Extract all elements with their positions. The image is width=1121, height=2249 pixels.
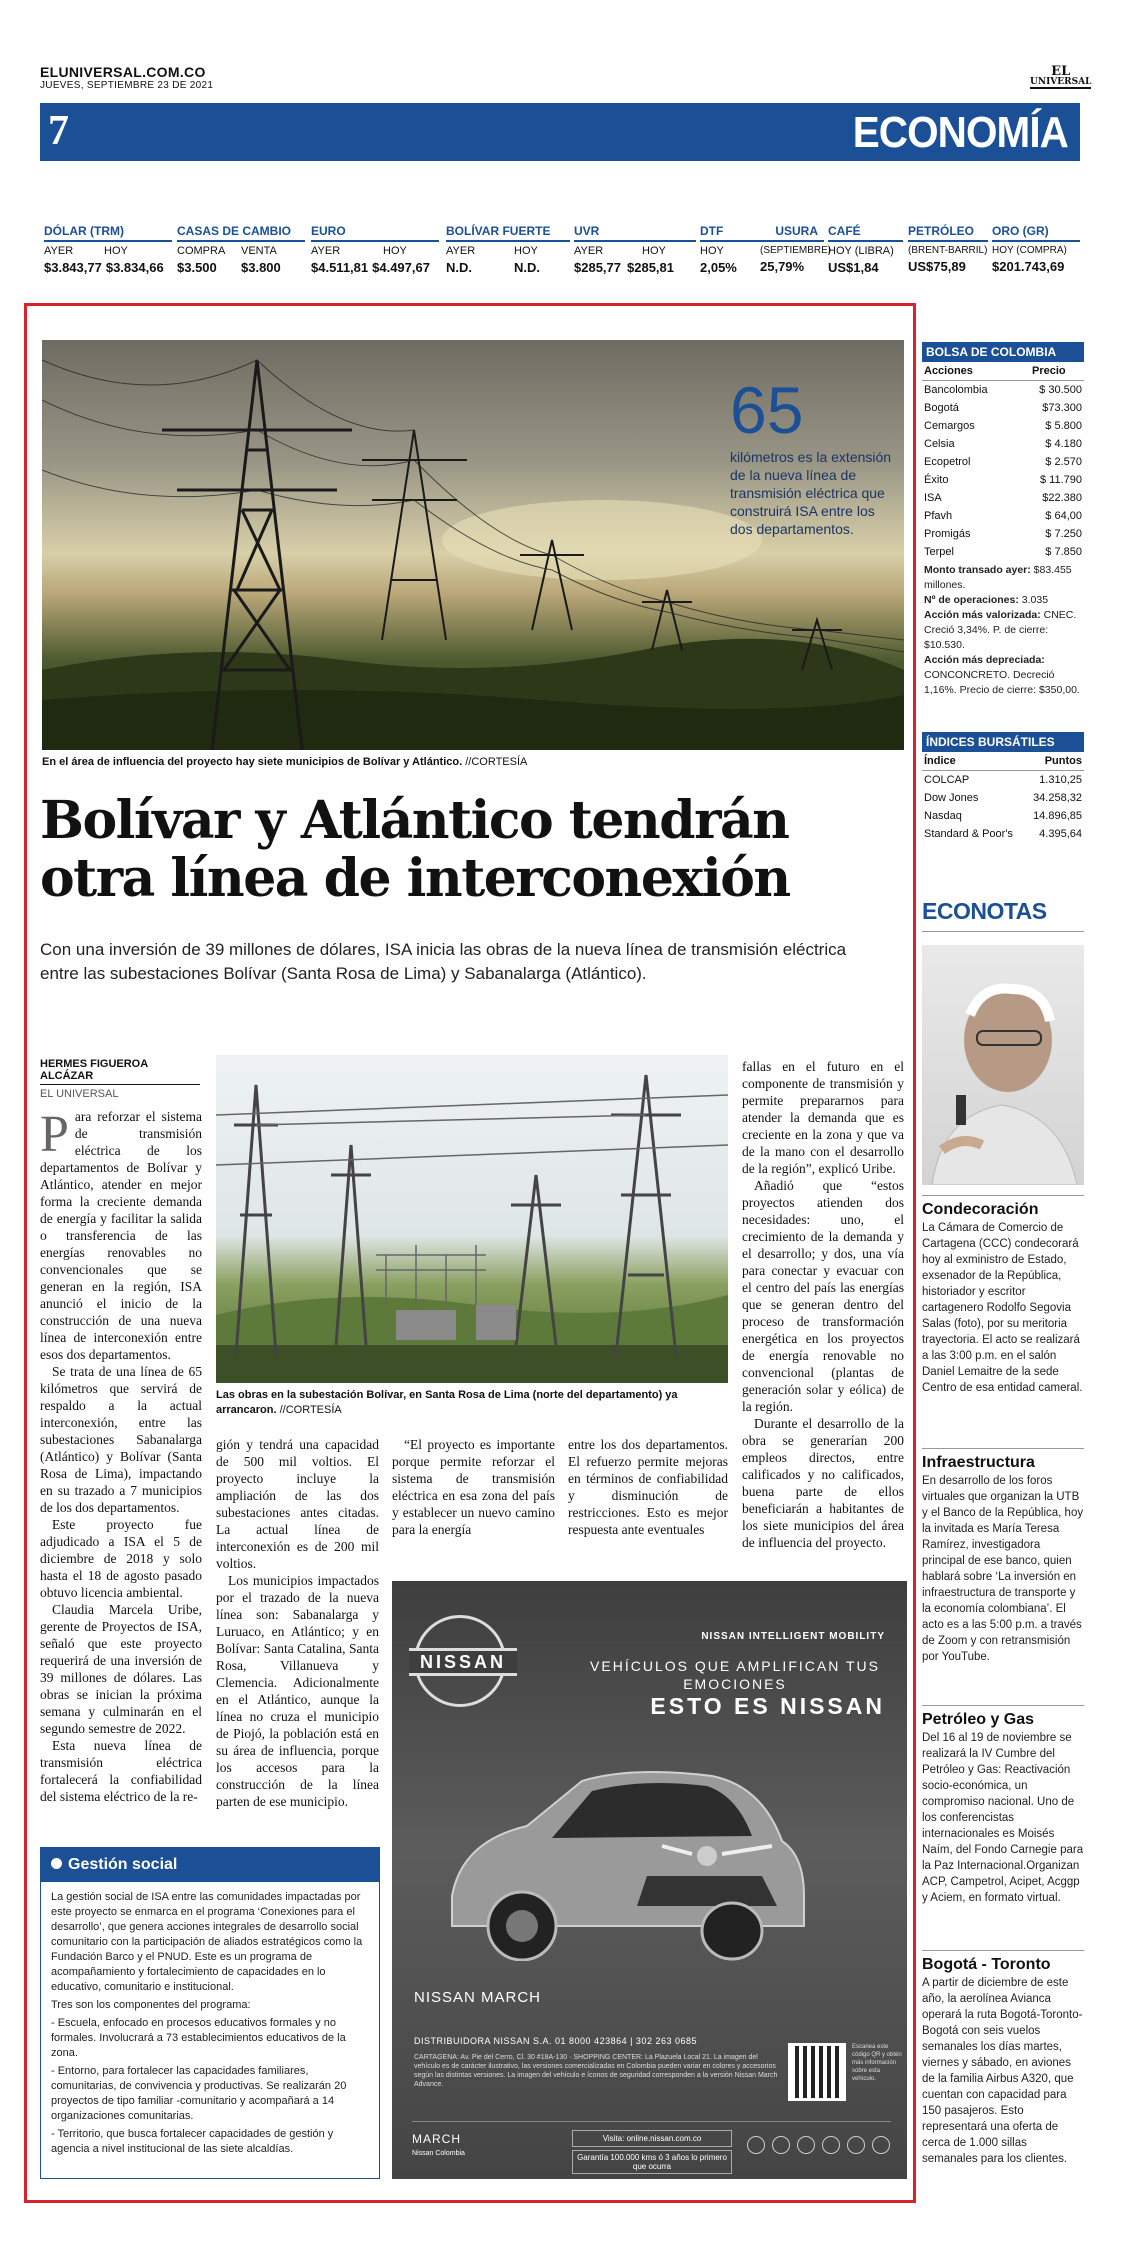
market-usura xyxy=(760,224,832,274)
market-value: $285,77 xyxy=(574,260,621,275)
market-title: PETRÓLEO xyxy=(908,224,988,242)
paragraph: Este proyecto fue adjudicado a ISA el 5 de diciembre de 2018 y solo hasta el 18 de agosto pasado obtuvo licencia ambiental. xyxy=(40,1517,202,1600)
car-illustration xyxy=(432,1746,812,1961)
stock-row xyxy=(922,399,1084,417)
stat-text: kilómetros es la extensión de la nueva línea de transmisión eléctrica que construirá ISA entre los dos departamentos. xyxy=(730,449,892,537)
substation-illustration xyxy=(216,1055,728,1383)
stock-row-label: Cemargos xyxy=(924,420,975,432)
bullet-icon xyxy=(51,1858,62,1869)
indices-bursatiles xyxy=(922,732,1084,843)
index-row-value: 1.310,25 xyxy=(1039,774,1082,786)
index-row xyxy=(922,771,1084,789)
article-dek: Con una inversión de 39 millones de dólares, ISA inicia las obras de la nueva línea de transmisión eléctrica entre las subestaciones Bolívar (Santa Rosa de Lima) y Sabanalarga (Atlántico). xyxy=(40,940,847,983)
stock-row-label: ISA xyxy=(924,492,942,504)
article-column-2 xyxy=(216,1436,379,1810)
gestion-social-title: Gestión social xyxy=(68,1856,178,1873)
bolsa-rows xyxy=(922,381,1084,561)
paragraph: Esta nueva línea de transmisión eléctrica fortalecerá la confiabilidad del sistema eléctrico de la re- xyxy=(40,1738,202,1804)
market-label: VENTA xyxy=(241,245,277,257)
paragraph: - Territorio, que busca fortalecer capacidades de gestión y agencia a nivel institucional de las siete alcaldías. xyxy=(51,2128,334,2155)
stock-row-label: Éxito xyxy=(924,474,949,486)
market-value: $3.800 xyxy=(241,260,281,275)
index-row xyxy=(922,789,1084,807)
stock-row xyxy=(922,417,1084,435)
market-label: HOY (LIBRA) xyxy=(828,245,894,257)
stock-row-label: Celsia xyxy=(924,438,955,450)
bolsa-de-colombia xyxy=(922,342,1084,698)
qr-note: Escanea este código QR y obtén más información sobre esta vehículo. xyxy=(852,2044,902,2082)
logo-top: EL xyxy=(1051,64,1071,79)
market-casas xyxy=(177,224,305,275)
index-row-label: Standard & Poor's xyxy=(924,828,1013,840)
stock-row-value: $73.300 xyxy=(1042,402,1082,414)
monto-value: $83.455 millones. xyxy=(924,564,1072,591)
stock-row-value: $ 7.850 xyxy=(1045,546,1082,558)
market-title: UVR xyxy=(574,224,696,242)
index-row-label: COLCAP xyxy=(924,774,970,786)
ad-march-logo: MARCH xyxy=(412,2132,461,2146)
stock-row-label: Promigás xyxy=(924,528,971,540)
ad-website-link[interactable]: Visita: online.nissan.com.co xyxy=(572,2130,732,2147)
market-value: $4.497,67 xyxy=(372,260,430,275)
issue-date: JUEVES, SEPTIEMBRE 23 DE 2021 xyxy=(40,80,214,91)
market-oro xyxy=(992,224,1080,274)
article-column-1 xyxy=(40,1108,202,1805)
market-value: 2,05% xyxy=(700,260,737,275)
market-label: HOY xyxy=(642,245,666,257)
ad-slogan: VEHÍCULOS QUE AMPLIFICAN TUS EMOCIONES xyxy=(590,1658,880,1692)
article-column-5 xyxy=(742,1058,904,1551)
econota-title: Condecoración xyxy=(922,1195,1084,1218)
econota-text: La Cámara de Comercio de Cartagena (CCC) condecorará hoy al exministro de Estado, exsenador de la República, historiador y escritor cartagenero Rodolfo Segovia Salas (foto), por su meritoria trayectoria. El acto se realizará a las 3:00 p.m. en el salón Daniel Lemaitre de la sede Centro de esa entidad cameral. xyxy=(922,1222,1083,1394)
valorizada-label: Acción más valorizada: xyxy=(924,609,1041,621)
market-label: COMPRA xyxy=(177,245,226,257)
market-value: N.D. xyxy=(446,260,472,275)
stock-row xyxy=(922,489,1084,507)
ad-distributor[interactable]: DISTRIBUIDORA NISSAN S.A. 01 8000 423864 | 302 263 0685 xyxy=(414,2036,697,2046)
ad-warranty: Garantía 100.000 kms ó 3 años lo primero que ocurra xyxy=(572,2150,732,2174)
bolsa-col-precio: Precio xyxy=(1032,365,1066,377)
market-label: (BRENT-BARRIL) xyxy=(908,245,988,256)
econota-condecoracion xyxy=(922,1195,1084,1396)
ops-label: Nº de operaciones: xyxy=(924,594,1019,606)
substation-caption-credit: //CORTESÍA xyxy=(276,1404,342,1416)
substation-caption xyxy=(216,1388,728,1418)
ad-address: CARTAGENA: Av. Pie del Cerro, Cl. 30 #18A-130 · SHOPPING CENTER: La Plazuela Local 21. La imagen del vehículo es de carácter ilustrativo, las versiones comercializadas en Colombia pueden variar en colores y accesorios según las distintas versiones. La imagen del vehículo e íconos de seguridad corresponden a la versión Nissan March Advance. xyxy=(414,2054,778,2088)
stat-number: 65 xyxy=(730,373,804,447)
article-headline: Bolívar y Atlántico tendrán otra línea de interconexión xyxy=(40,790,790,909)
ad-footer xyxy=(412,2121,891,2171)
market-label: AYER xyxy=(446,245,476,257)
author-name: HERMES FIGUEROA ALCÁZAR xyxy=(40,1058,200,1085)
ad-model-name: NISSAN MARCH xyxy=(414,1989,542,2006)
substation-photo xyxy=(216,1055,728,1383)
market-value: US$1,84 xyxy=(828,260,879,275)
index-row-label: Dow Jones xyxy=(924,792,979,804)
gestion-social-body xyxy=(41,1882,379,2168)
market-value: $201.743,69 xyxy=(992,259,1065,274)
page-number: 7 xyxy=(48,108,69,154)
bolsa-title: BOLSA DE COLOMBIA xyxy=(922,342,1084,362)
market-label: HOY (COMPRA) xyxy=(992,245,1067,256)
market-dolar xyxy=(44,224,172,275)
ops-value: 3.035 xyxy=(1018,594,1049,606)
stock-row xyxy=(922,381,1084,399)
market-value: N.D. xyxy=(514,260,540,275)
market-dtf xyxy=(700,224,760,275)
market-petroleo xyxy=(908,224,988,274)
market-title: ORO (GR) xyxy=(992,224,1080,242)
stock-row-label: Bogotá xyxy=(924,402,959,414)
market-title: BOLÍVAR FUERTE xyxy=(446,224,570,242)
index-row xyxy=(922,825,1084,843)
qr-code-icon[interactable] xyxy=(788,2043,846,2101)
econota-text: Del 16 al 19 de noviembre se realizará la IV Cumbre del Petróleo y Gas: Reactivación socio-económica, un compromiso nacional. Uno de los conferencistas internacionales es Moisés Naím, del Fondo Carnegie para la Paz Internacional.Organizan ACP, Campetrol, Acipet, Acggp y Aciem, en formato virtual. xyxy=(922,1732,1084,1904)
safety-icon xyxy=(772,2136,790,2154)
paragraph: Se trata de una línea de 65 kilómetros que servirá de respaldo a la actual interconexión, entre las subestaciones Sabanalarga (Atlántico) y Bolívar (Santa Rosa de Lima), impactando en su trazado a 7 municipios de los dos departamentos. xyxy=(40,1364,202,1515)
market-title: USURA xyxy=(760,224,824,242)
market-value: $3.834,66 xyxy=(105,260,164,275)
market-label: (SEPTIEMBRE) xyxy=(760,245,832,256)
stock-row-value: $22.380 xyxy=(1042,492,1082,504)
stock-row-label: Terpel xyxy=(924,546,954,558)
stock-row xyxy=(922,543,1084,561)
section-bar xyxy=(40,103,1080,161)
nissan-logo-text: NISSAN xyxy=(409,1648,517,1676)
bolsa-col-acciones: Acciones xyxy=(924,365,973,377)
paragraph: gión y tendrá una capacidad de 500 mil voltios. El proyecto incluye la ampliación de las dos subestaciones antes citadas. La actual línea de interconexión es de 200 mil voltios. xyxy=(216,1437,379,1571)
site-url[interactable]: ELUNIVERSAL.COM.CO xyxy=(40,64,206,80)
stock-row-value: $ 64,00 xyxy=(1045,510,1082,522)
econota-bogota-toronto xyxy=(922,1950,1084,2167)
econota-infraestructura xyxy=(922,1448,1084,1665)
gestion-social-box xyxy=(40,1847,380,2179)
nissan-advertisement[interactable] xyxy=(392,1581,907,2179)
byline xyxy=(40,1058,200,1100)
logo-name: UNIVERSAL xyxy=(1030,77,1092,87)
econota-petroleo-gas xyxy=(922,1705,1084,1906)
portrait-photo xyxy=(922,945,1084,1185)
substation-caption-text: Las obras en la subestación Bolívar, en Santa Rosa de Lima (norte del departamento) ya arrancaron. xyxy=(216,1389,678,1416)
market-label: AYER xyxy=(44,245,74,257)
stock-row xyxy=(922,471,1084,489)
market-uvr xyxy=(574,224,696,275)
bolsa-notes xyxy=(922,563,1084,698)
market-label: HOY xyxy=(383,245,407,257)
paragraph: ara reforzar el sistema de transmisión eléctrica de los departamentos de Bolívar y Atlántico, atender en mejor forma la creciente demanda de energía y facilitar la salida o transferencia de las energías renovables no convencionales que se generan en la región, ISA anunció el inicio de la construcción de una nueva línea de interconexión entre esos dos departamentos. xyxy=(40,1109,202,1362)
paragraph: Tres son los componentes del programa: xyxy=(51,1999,251,2011)
safety-icon xyxy=(797,2136,815,2154)
paragraph: - Escuela, enfocado en procesos educativos formales y no formales. Involucrará a 73 establecimientos educativos de la zona. xyxy=(51,2017,346,2059)
market-value: US$75,89 xyxy=(908,259,966,274)
indices-col-puntos: Puntos xyxy=(1044,755,1082,767)
stock-row-value: $ 11.790 xyxy=(1039,474,1082,486)
article-column-3 xyxy=(392,1436,555,1538)
dropcap: P xyxy=(40,1106,69,1163)
stock-row-label: Ecopetrol xyxy=(924,456,971,468)
market-value: $3.500 xyxy=(177,260,217,275)
hero-caption xyxy=(42,756,527,768)
market-bolivar xyxy=(446,224,570,275)
section-title: ECONOMÍA xyxy=(852,108,1068,157)
stock-row xyxy=(922,435,1084,453)
stock-row xyxy=(922,453,1084,471)
stock-row-value: $ 5.800 xyxy=(1045,420,1082,432)
stock-row-value: $ 4.180 xyxy=(1045,438,1082,450)
paragraph: La gestión social de ISA entre las comunidades impactadas por este proyecto se enmarca en el programa ‘Conexiones para el desarrollo’, que genera acciones integrales de desarrollo social comunitario con la participación de aliados estratégicos como la Fundación Barco y el PNUD. Este es un programa de acompañamiento y fortalecimiento de capacidades en lo educativo, comunitario e institucional. xyxy=(51,1891,363,1993)
market-title: DTF xyxy=(700,224,760,242)
paragraph: - Entorno, para fortalecer las capacidades familiares, comunitarias, de convivencia y productivas. Se realizarán 20 proyectos de tipo familiar -comunitario y acompañará a 14 organizaciones comunitarias. xyxy=(51,2065,347,2122)
market-title: DÓLAR (TRM) xyxy=(44,224,172,242)
econota-text: En desarrollo de los foros virtuales que organizan la UTB y el Banco de la República, hoy la invitada es María Teresa Ramírez, investigadora principal de ese banco, quien hablará sobre ‘La inversión en infraestructura de transporte y la economía colombiana’. El acto es a las 5:00 p.m. a través de Zoom y con retransmisión por YouTube. xyxy=(922,1475,1084,1663)
depreciada-label: Acción más depreciada: xyxy=(924,654,1045,666)
econotas-section xyxy=(922,898,1084,932)
safety-icon xyxy=(747,2136,765,2154)
valorizada-value: CNEC. Creció 3,34%. P. de cierre: $10.530. xyxy=(924,609,1077,651)
stock-row-label: Pfavh xyxy=(924,510,953,522)
hero-caption-text: En el área de influencia del proyecto hay siete municipios de Bolívar y Atlántico. xyxy=(42,756,463,768)
market-title: CASAS DE CAMBIO xyxy=(177,224,305,242)
econota-title: Infraestructura xyxy=(922,1448,1084,1471)
depreciada-value: CONCONCRETO. Decreció 1,16%. Precio de cierre: $350,00. xyxy=(924,669,1080,696)
index-row xyxy=(922,807,1084,825)
market-value: 25,79% xyxy=(760,259,805,274)
econota-title: Petróleo y Gas xyxy=(922,1705,1084,1728)
stock-row xyxy=(922,507,1084,525)
hero-caption-credit: //CORTESÍA xyxy=(462,756,528,768)
stock-row-label: Bancolombia xyxy=(924,384,988,396)
market-value: $4.511,81 xyxy=(311,260,369,275)
paragraph: fallas en el futuro en el componente de transmisión y permite prepararnos para atender la demanda que es creciente en la zona y que va de la mano con el desarrollo de la región”, explicó Uribe. xyxy=(742,1059,904,1176)
safety-icon xyxy=(822,2136,840,2154)
ad-claim: ESTO ES NISSAN xyxy=(650,1693,885,1719)
index-row-value: 34.258,32 xyxy=(1033,792,1082,804)
market-title: CAFÉ xyxy=(828,224,903,242)
econota-title: Bogotá - Toronto xyxy=(922,1950,1084,1973)
indices-rows xyxy=(922,771,1084,843)
market-euro xyxy=(311,224,439,275)
market-label: HOY xyxy=(104,245,128,257)
market-label: HOY xyxy=(700,245,724,257)
index-row-label: Nasdaq xyxy=(924,810,962,822)
safety-icon xyxy=(872,2136,890,2154)
index-row-value: 4.395,64 xyxy=(1039,828,1082,840)
indices-title: ÍNDICES BURSÁTILES xyxy=(922,732,1084,752)
index-row-value: 14.896,85 xyxy=(1033,810,1082,822)
market-cafe xyxy=(828,224,903,275)
nissan-logo xyxy=(414,1615,506,1707)
paragraph: Los municipios impactados por el trazado de la nueva línea son: Sabanalarga y Luruaco, en Atlántico; y en Bolívar: Santa Catalina, Santa Rosa, Villanueva y Clemencia. Adicionalmente en el Atlántico, aunque la línea no cruza el municipio de Piojó, la población está en su área de influencia, porque los accesos para la construcción de la línea parten de ese municipio. xyxy=(216,1573,379,1809)
paragraph: Añadió que “estos proyectos atienden dos necesidades: uno, el crecimiento de la demanda y el desarrollo; y dos, una vía para conectar y evacuar con el centro del país las energías que se generan dentro del proceso de transformación energética en los proyectos de energía renovable no convencional (plantas de generación solar y eólica) de la región. xyxy=(742,1178,904,1414)
market-label: HOY xyxy=(514,245,538,257)
stock-row-value: $ 7.250 xyxy=(1045,528,1082,540)
gestion-social-header xyxy=(41,1848,379,1882)
market-value: $3.843,77 xyxy=(44,260,102,275)
monto-label: Monto transado ayer: xyxy=(924,564,1031,576)
safety-icon xyxy=(847,2136,865,2154)
market-title: EURO xyxy=(311,224,439,242)
econota-text: A partir de diciembre de este año, la aerolínea Avianca operará la ruta Bogotá-Toronto-Bogotá con seis vuelos semanales los días martes, viernes y sábado, en aviones de la familia Airbus A320, que cuentan con capacidad para 150 pasajeros. Esto representará una oferta de cerca de 1.000 sillas semanales para los clientes. xyxy=(922,1977,1083,2165)
stock-row-value: $ 2.570 xyxy=(1045,456,1082,468)
portrait-illustration xyxy=(922,945,1084,1185)
paragraph: Durante el desarrollo de la obra se generarían 200 empleos directos, entre calificados y no calificados, buena parte de ellos beneficiarán a habitantes de los siete municipios del área de influencia del proyecto. xyxy=(742,1416,904,1550)
article-column-4 xyxy=(568,1436,728,1538)
market-value: $285,81 xyxy=(627,260,674,275)
paragraph: Claudia Marcela Uribe, gerente de Proyectos de ISA, señaló que este proyecto requerirá de una inversión de 39 millones de dólares. Las obras se inician la próxima semana y culminarán en el segundo semestre de 2022. xyxy=(40,1602,202,1736)
bolsa-header xyxy=(922,362,1084,381)
newspaper-logo xyxy=(1030,66,1091,89)
paragraph: entre los dos departamentos. El refuerzo permite mejoras en términos de confiabilidad y disminución de restricciones. Esto es mejor respuesta ante eventuales xyxy=(568,1437,728,1537)
market-label: AYER xyxy=(574,245,604,257)
author-outlet: EL UNIVERSAL xyxy=(40,1088,119,1100)
indices-header xyxy=(922,752,1084,771)
indices-col-indice: Índice xyxy=(924,755,956,767)
stock-row-value: $ 30.500 xyxy=(1039,384,1082,396)
ad-intelligent-mobility: NISSAN INTELLIGENT MOBILITY xyxy=(701,1631,885,1642)
ad-march-sub: Nissan Colombia xyxy=(412,2150,465,2157)
paragraph: “El proyecto es importante porque permite reforzar el sistema de transmisión eléctrica en esa zona del país y establecer un nuevo camino para la energía xyxy=(392,1437,555,1537)
stock-row xyxy=(922,525,1084,543)
market-label: AYER xyxy=(311,245,341,257)
econotas-title: ECONOTAS xyxy=(922,898,1084,932)
